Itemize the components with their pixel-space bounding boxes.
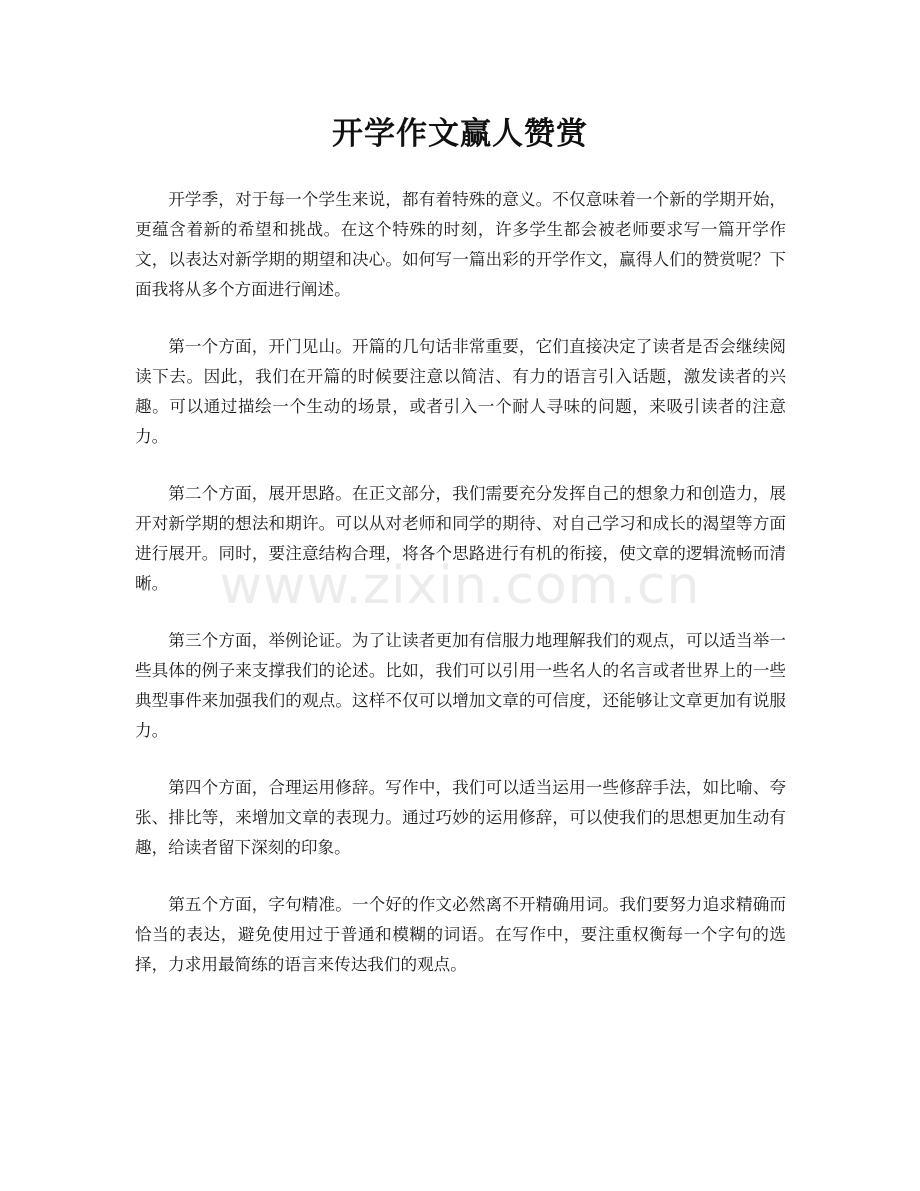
watermark: www.zixin.com.cn <box>219 556 701 616</box>
paragraph-2: 第一个方面，开门见山。开篇的几句话非常重要，它们直接决定了读者是否会继续阅读下去。因此，我们在开篇的时候要注意以简洁、有力的语言引入话题，激发读者的兴趣。可以通过描绘一个生动的场景，或者引入一个耐人寻味的问题，来吸引读者的注意力。 <box>135 337 786 446</box>
paragraph-1: 开学季，对于每一个学生来说，都有着特殊的意义。不仅意味着一个新的学期开始，更蕴含着新的希望和挑战。在这个特殊的时刻，许多学生都会被老师要求写一篇开学作文，以表达对新学期的期望和决心。如何写一篇出彩的开学作文，赢得人们的赞赏呢？下面我将从多个方面进行阐述。 <box>135 190 786 299</box>
paragraph-6: 第五个方面，字句精准。一个好的作文必然离不开精确用词。我们要努力追求精确而恰当的表达，避免使用过于普通和模糊的词语。在写作中，要注重权衡每一个字句的选择，力求用最简练的语言来传达我们的观点。 <box>135 895 786 974</box>
paragraph-3: 第二个方面，展开思路。在正文部分，我们需要充分发挥自己的想象力和创造力，展开对新学期的想法和期许。可以从对老师和同学的期待、对自己学习和成长的渴望等方面进行展开。同时，要注意结构合理，将各个思路进行有机的衔接，使文章的逻辑流畅而清晰。 <box>135 484 786 593</box>
document-title: 开学作文赢人赞赏 <box>332 116 588 152</box>
paragraph-4: 第三个方面，举例论证。为了让读者更加有信服力地理解我们的观点，可以适当举一些具体的例子来支撑我们的论述。比如，我们可以引用一些名人的名言或者世界上的一些典型事件来加强我们的观点。这样不仅可以增加文章的可信度，还能够让文章更加有说服力。 <box>135 631 786 740</box>
paragraph-5: 第四个方面，合理运用修辞。写作中，我们可以适当运用一些修辞手法，如比喻、夸张、排比等，来增加文章的表现力。通过巧妙的运用修辞，可以使我们的思想更加生动有趣，给读者留下深刻的印象。 <box>135 778 786 857</box>
document-body <box>135 185 786 1007</box>
